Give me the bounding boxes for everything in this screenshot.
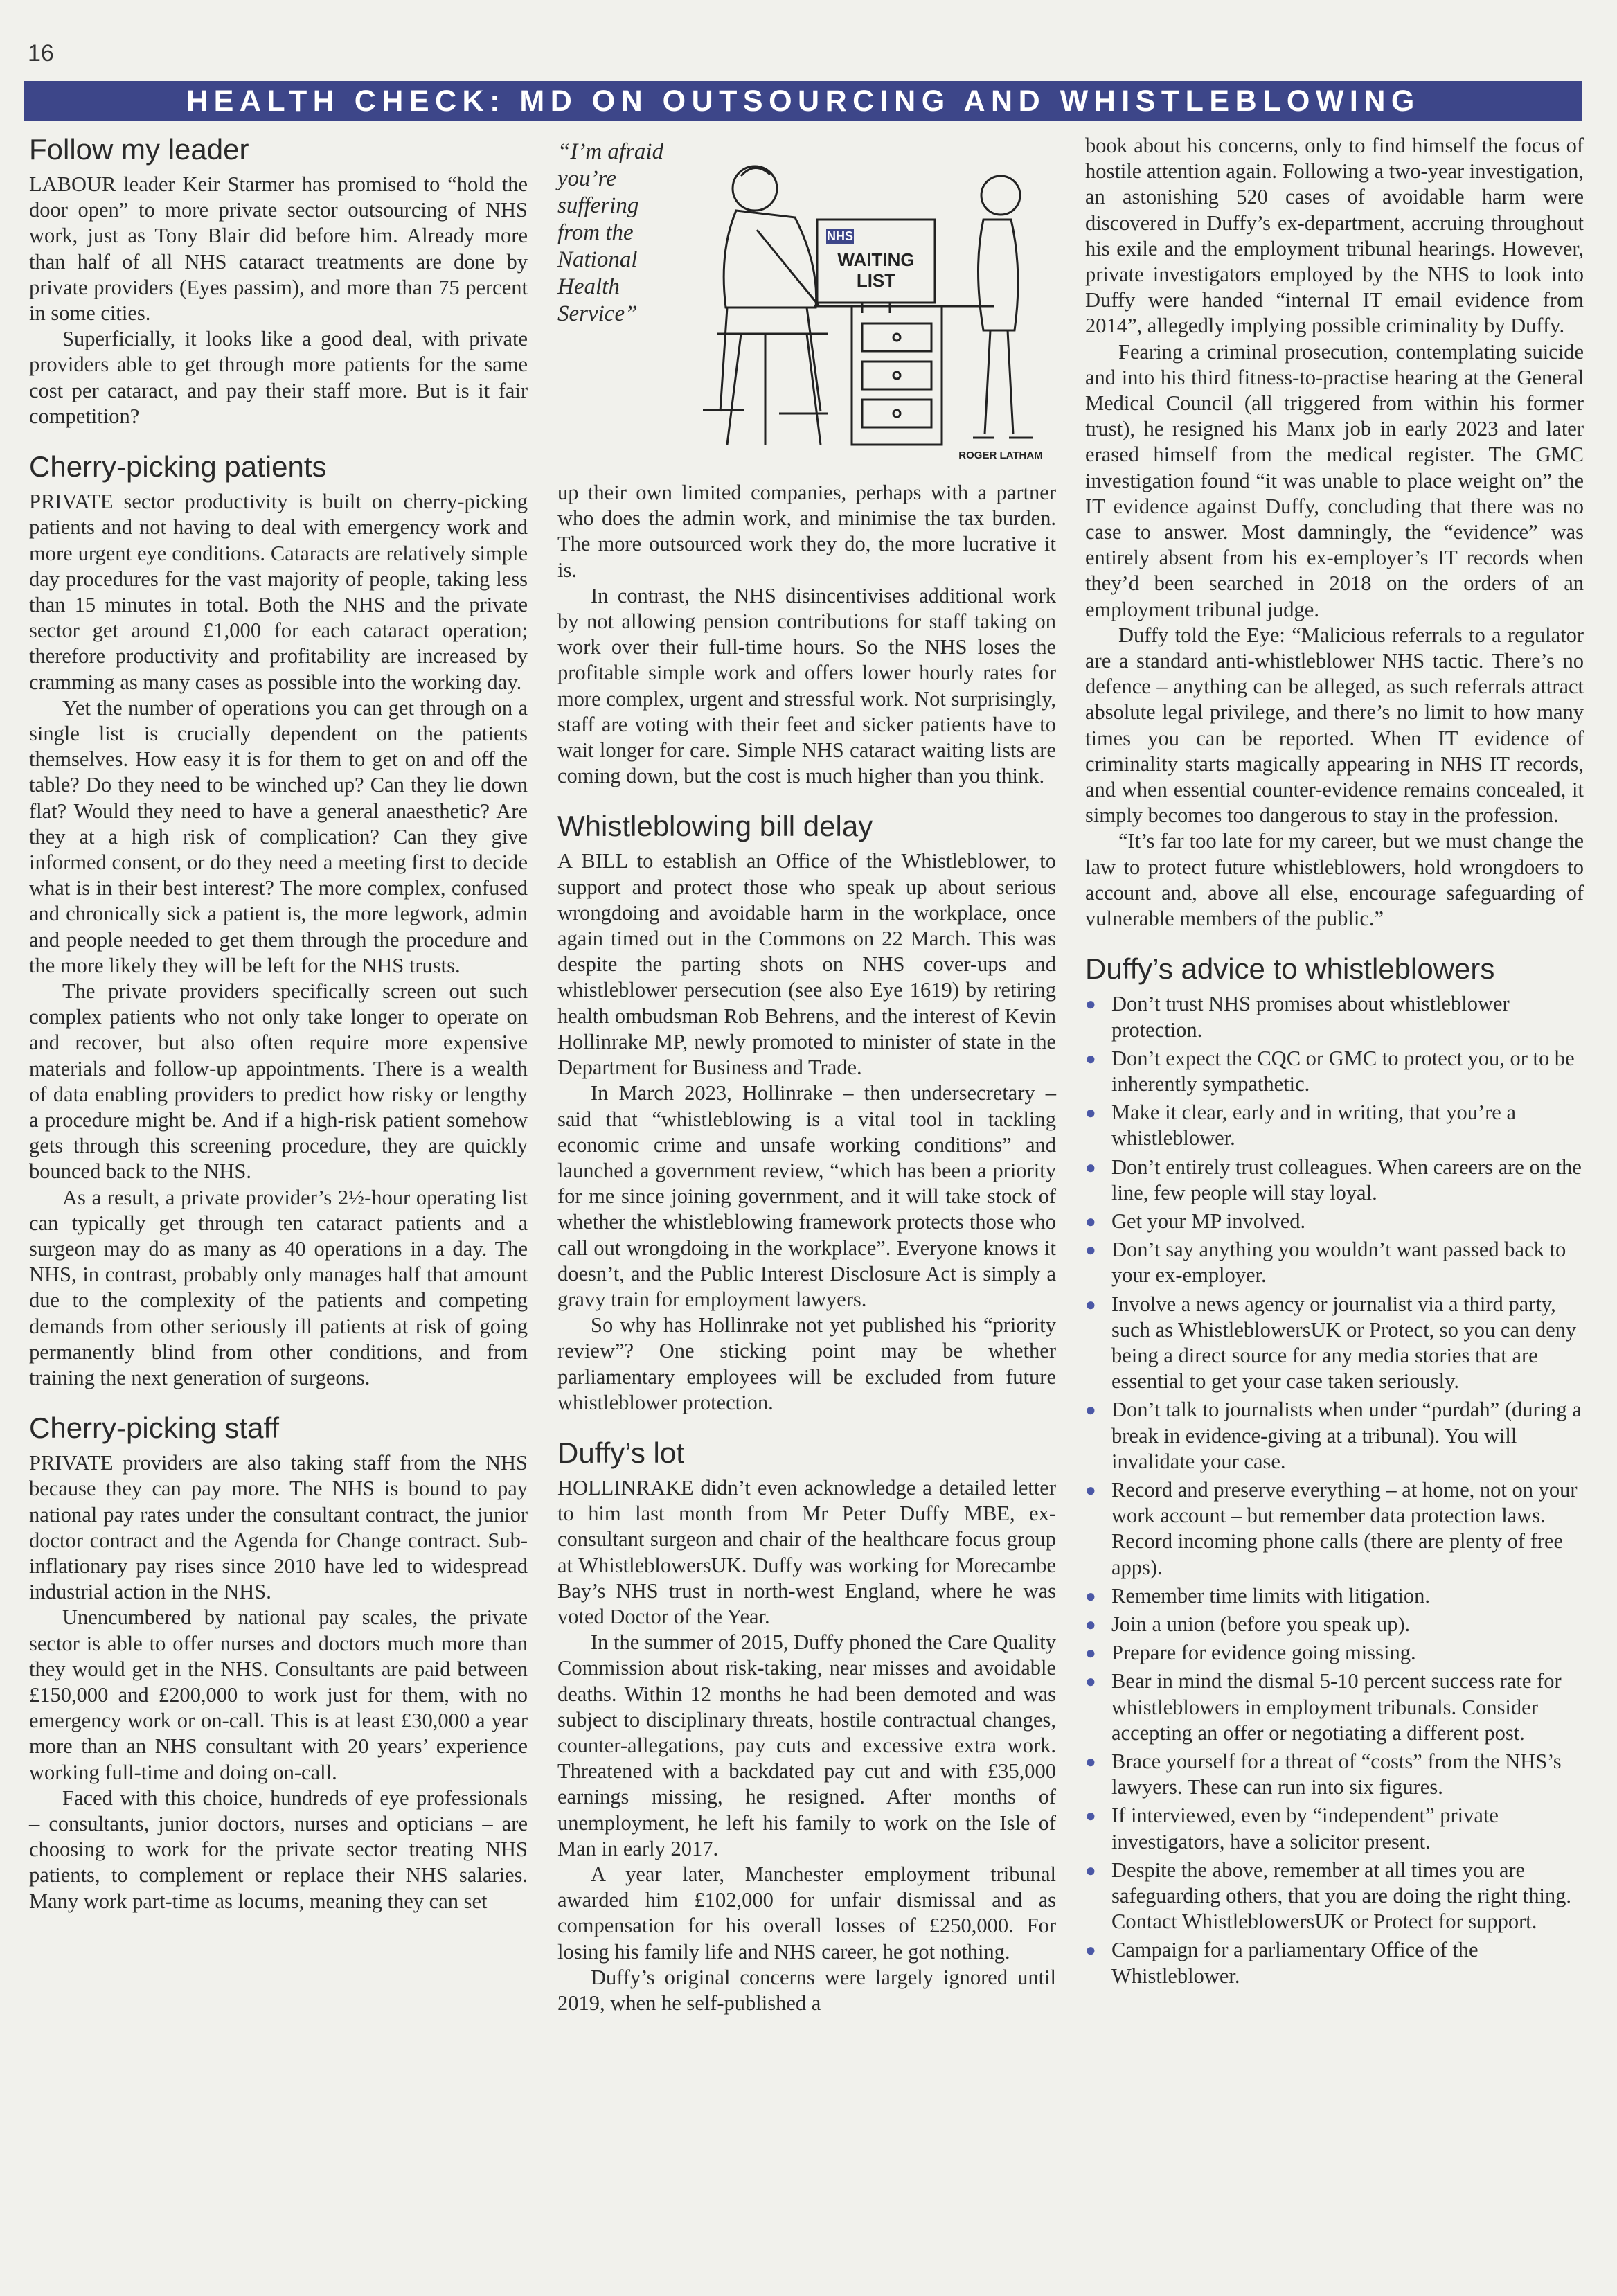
heading-duffys-lot: Duffy’s lot	[557, 1436, 684, 1469]
paragraph: In the summer of 2015, Duffy phoned the Care Quality Commission about risk-taking, near misses and avoidable deaths. Within 12 months he had been demoted and was subject to disciplinary threats, hostile contractual changes, counter-allegations, pay cuts and excessive extra work. Threatened with a backdated pay cut and with £35,000 earnings missing, he resigned. After months of unemployment, he left his family to work on the Isle of Man in early 2017.	[557, 1630, 1056, 1860]
paragraph: HOLLINRAKE didn’t even acknowledge a detailed letter to him last month from Mr Peter Duffy MBE, ex-consultant surgeon and chair of the healthcare focus group at WhistleblowersUK. Duffy was working for Morecambe Bay’s NHS trust in north-west England, where he was voted Doctor of the Year.	[557, 1475, 1056, 1628]
advice-item: ● Involve a news agency or journalist via a third party, such as WhistleblowersUK or Protect, so you can deny being a direct source for any media stories that are essential to get your case taken seriously.	[1085, 1292, 1584, 1395]
cartoon-sign-line2: LIST	[856, 270, 896, 291]
advice-item: ● Bear in mind the dismal 5-10 percent success rate for whistleblowers in employment tribunals. Consider accepting an offer or negotiating a different post.	[1085, 1668, 1584, 1746]
cartoon-signature: ROGER LATHAM	[958, 450, 1043, 461]
paragraph: As a result, a private provider’s 2½-hour operating list can typically get through ten cataract patients and a surgeon may do as many as 40 operations in a day. The NHS, in contrast, probably only manages half that amount due to the complexity of the patients and competing demands from other seriously ill patients at risk of going permanently blind from other conditions, and from training the next generation of surgeons.	[29, 1185, 528, 1389]
advice-item: ● Don’t trust NHS promises about whistleblower protection.	[1085, 991, 1584, 1042]
advice-item: ● Remember time limits with litigation.	[1085, 1583, 1584, 1609]
paragraph: The private providers specifically screen out such complex patients who not only take longer to operate on and recover, but also often require more expensive materials and follow-up appointments. There is a wealth of data enabling providers to predict how risky or lengthy a procedure might be. And if a high-risk patient somehow gets through this screening procedure, they are quickly bounced back to the NHS.	[29, 979, 528, 1184]
advice-item: ● Get your MP involved.	[1085, 1209, 1584, 1234]
paragraph: In March 2023, Hollinrake – then undersecretary – said that “whistleblowing is a vital tool in tackling economic crime and unsafe working conditions” and launched a government review, “which has been a priority for me since joining government, and it will take stock of whether the whistleblowing framework protects those who call out wrongdoing in the workplace”. Everyone knows it doesn’t, and the Public Interest Disclosure Act is simply a gravy train for employment lawyers.	[557, 1081, 1056, 1311]
advice-item: ● Campaign for a parliamentary Office of the Whistleblower.	[1085, 1937, 1584, 1988]
advice-item: ● Don’t expect the CQC or GMC to protect you, or to be inherently sympathetic.	[1085, 1046, 1584, 1097]
advice-item: ● Prepare for evidence going missing.	[1085, 1640, 1584, 1666]
paragraph: Duffy’s original concerns were largely ignored until 2019, when he self-published a	[557, 1965, 1056, 2015]
paragraph: A BILL to establish an Office of the Whistleblower, to support and protect those who speak up about serious wrongdoing and avoidable harm in the workplace, once again timed out in the Commons on 22 March. This was despite the parting shots on NHS cover-ups and whistleblower persecution (see also Eye 1619) by retiring health ombudsman Rob Behrens, and the interest of Kevin Hollinrake MP, newly promoted to minister of state in the Department for Business and Trade.	[557, 849, 1056, 1080]
cartoon	[557, 133, 1056, 472]
column-3	[1085, 133, 1584, 1992]
heading-follow-my-leader: Follow my leader	[29, 133, 249, 166]
paragraph: PRIVATE sector productivity is built on cherry-picking patients and not having to deal with emergency work and more urgent eye conditions. Cataracts are relatively simple day procedures for the vast majority of people, taking less than 15 minutes in total. Both the NHS and the private sector get around £1,000 for each cataract operation; therefore productivity and profitability are increased by cramming as many cases as possible into the working day.	[29, 490, 528, 694]
column-1	[29, 133, 528, 1914]
paragraph: Unencumbered by national pay scales, the private sector is able to offer nurses and doctors much more than they would get in the NHS. Consultants are paid between £150,000 and £200,000 to work just for them, with no emergency work or on-call. This is at least £30,000 a year more than an NHS consultant with 20 years’ experience working full-time and doing on-call.	[29, 1605, 528, 1784]
advice-item: ● Don’t entirely trust colleagues. When careers are on the line, few people will stay loyal.	[1085, 1155, 1584, 1206]
advice-item: ● If interviewed, even by “independent” private investigators, have a solicitor present.	[1085, 1803, 1584, 1854]
advice-list	[1085, 991, 1584, 1989]
advice-item: ● Make it clear, early and in writing, that you’re a whistleblower.	[1085, 1100, 1584, 1151]
paragraph: In contrast, the NHS disincentivises additional work by not allowing pension contributions for staff taking on work over their full-time hours. So the NHS loses the profitable simple work and offers lower hourly rates for more complex, urgent and stressful work. Not surprisingly, staff are voting with their feet and sicker patients have to wait longer for care. Simple NHS cataract waiting lists are coming down, but the cost is much higher than you think.	[557, 583, 1056, 788]
advice-item: ● Despite the above, remember at all times you are safeguarding others, that you are doing the right thing. Contact WhistleblowersUK or Protect for support.	[1085, 1858, 1584, 1935]
cartoon-sign-line1: WAITING	[837, 249, 915, 270]
paragraph: Superficially, it looks like a good deal, with private providers able to get through more patients for the same cost per cataract, and pay their staff more. But is it fair competition?	[29, 327, 528, 428]
column-2	[557, 480, 1056, 2016]
cartoon-illustration	[675, 133, 1056, 469]
advice-item: ● Don’t talk to journalists when under “purdah” (during a break in evidence-giving at a tribunal). You will invalidate your case.	[1085, 1397, 1584, 1475]
heading-whistleblowing-bill-delay: Whistleblowing bill delay	[557, 810, 873, 843]
paragraph: Duffy told the Eye: “Malicious referrals to a regulator are a standard anti-whistleblower NHS tactic. There’s no defence – anything can be alleged, as such referrals attract absolute legal privilege, and there’s no limit to how many times you can be reported. When IT evidence of criminality starts magically appearing in NHS IT records, and when essential counter-evidence remains concealed, it simply becomes too dangerous to stay in the profession.	[1085, 623, 1584, 828]
advice-item: ● Don’t say anything you wouldn’t want passed back to your ex-employer.	[1085, 1237, 1584, 1288]
advice-item: ● Record and preserve everything – at home, not on your work account – but remember data protection laws. Record incoming phone calls (there are plenty of free apps).	[1085, 1477, 1584, 1581]
paragraph: “It’s far too late for my career, but we must change the law to protect future whistleblowers, hold wrongdoers to account and, above all else, encourage safeguarding of vulnerable members of the public.”	[1085, 829, 1584, 931]
heading-duffys-advice: Duffy’s advice to whistleblowers	[1085, 952, 1495, 986]
paragraph: A year later, Manchester employment tribunal awarded him £102,000 for unfair dismissal and as compensation for his overall losses of £250,000. For losing his family life and NHS career, he got nothing.	[557, 1862, 1056, 1964]
page-number: 16	[28, 40, 54, 66]
heading-cherry-picking-staff: Cherry-picking staff	[29, 1412, 280, 1445]
paragraph: up their own limited companies, perhaps with a partner who does the admin work, and minimise the tax burden. The more outsourced work they do, the more lucrative it is.	[557, 481, 1056, 582]
advice-item: ● Join a union (before you speak up).	[1085, 1612, 1584, 1637]
paragraph: So why has Hollinrake not yet published his “priority review”? One sticking point may be whether parliamentary employees will be excluded from future whistleblower protection.	[557, 1313, 1056, 1414]
paragraph: book about his concerns, only to find himself the focus of hostile attention again. Following a two-year investigation, an astonishing 520 cases of avoidable harm were discovered in Duffy’s ex-department, accruing throughout his exile and the employment tribunal hearings. However, private investigators employed by the NHS to look into Duffy were handed “internal IT email evidence from 2014”, allegedly implying possible criminality by Duffy.	[1085, 134, 1584, 338]
cartoon-caption: “I’m afraid you’re suffering from the National Health Service”	[557, 139, 664, 326]
cartoon-sign-nhs: NHS	[826, 229, 854, 243]
advice-item: ● Brace yourself for a threat of “costs” from the NHS’s lawyers. These can run into six figures.	[1085, 1749, 1584, 1800]
paragraph: Fearing a criminal prosecution, contemplating suicide and into his third fitness-to-practise hearing at the General Medical Council (all triggered from within his former trust), he resigned his Manx job in early 2023 and later erased himself from the medical register. The GMC investigation found “it was unable to place weight on” the IT evidence against Duffy, concluding that there was no case to answer. Most damningly, the “evidence” was entirely absent from his ex-employer’s IT records when they’d been searched in 2018 on the orders of an employment tribunal judge.	[1085, 339, 1584, 621]
paragraph: Faced with this choice, hundreds of eye professionals – consultants, junior doctors, nurses and opticians – are choosing to work for the private sector treating NHS patients, to complement or replace their NHS salaries. Many work part-time as locums, meaning they can set	[29, 1786, 528, 1913]
paragraph: PRIVATE providers are also taking staff from the NHS because they can pay more. The NHS is bound to pay national pay rates under the consultant contract, the junior doctor contract and the Agenda for Change contract. Sub-inflationary pay rises since 2010 have led to widespread industrial action in the NHS.	[29, 1451, 528, 1604]
paragraph: LABOUR leader Keir Starmer has promised to “hold the door open” to more private sector outsourcing of NHS work, just as Tony Blair did before him. Already more than half of all NHS cataract treatments are done by private providers (Eyes passim), and more than 75 percent in some cities.	[29, 172, 528, 326]
paragraph: Yet the number of operations you can get through on a single list is crucially dependent on the patients themselves. How easy it is for them to get on and off the table? Do they need to be winched up? Can they lie down flat? Would they need to have a general anaesthetic? Are they at a high risk of complication? Can they give informed consent, or do they need a meeting first to decide what is in their best interest? The more complex, confused and chronically sick a patient is, the more legwork, admin and people needed to get them through the procedure and the more likely they will be left for the NHS trusts.	[29, 695, 528, 977]
heading-cherry-picking-patients: Cherry-picking patients	[29, 450, 327, 483]
section-banner: HEALTH CHECK: MD ON OUTSOURCING AND WHISTLEBLOWING	[24, 81, 1582, 121]
